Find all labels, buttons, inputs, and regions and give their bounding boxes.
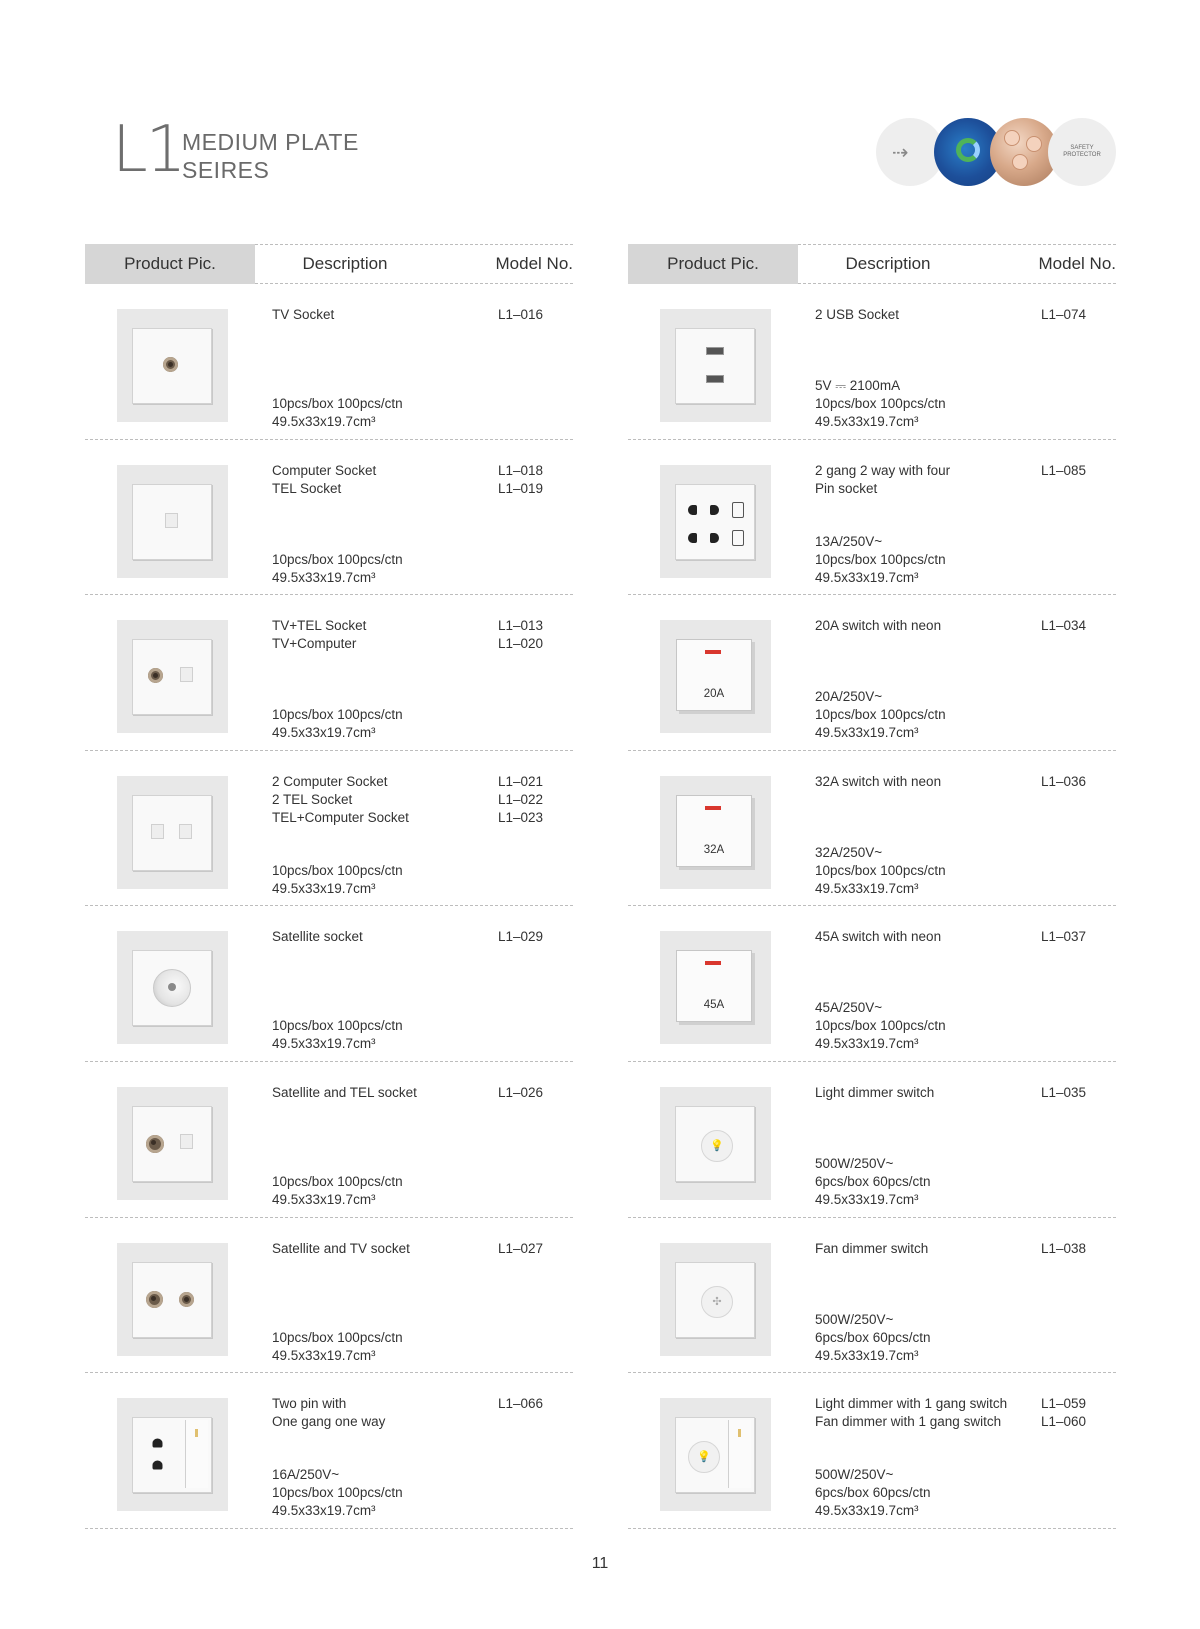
- product-image-2-computer-socket: [117, 776, 228, 889]
- wall-plate: [132, 950, 212, 1026]
- product-spec: 5V ⎓ 2100mA 10pcs/box 100pcs/ctn 49.5x33x19.7cm³: [815, 378, 946, 429]
- product-description: Two pin with One gang one way: [272, 1396, 386, 1430]
- wall-plate: [132, 795, 212, 871]
- wall-plate: [675, 1417, 755, 1493]
- rj45-port-icon: [151, 824, 164, 839]
- model-number: L1–037: [1041, 929, 1087, 945]
- header-product-pic: Product Pic.: [628, 244, 798, 284]
- page-number: 11: [591, 1555, 609, 1572]
- amp-label: 20A: [703, 688, 725, 701]
- dotted-arrow-icon: ⇢: [892, 142, 909, 164]
- product-spec: 45A/250V~ 10pcs/box 100pcs/ctn 49.5x33x19.7cm³: [815, 1000, 946, 1052]
- model-number: L1–026: [498, 1084, 544, 1100]
- face-icon: [1012, 154, 1028, 170]
- product-image-satellite-socket: [117, 931, 228, 1044]
- table-row: [85, 1218, 573, 1374]
- model-number: L1–018 L1–019: [498, 462, 544, 496]
- product-description: Satellite and TEL socket: [272, 1084, 417, 1100]
- product-description: Computer Socket TEL Socket: [272, 462, 377, 496]
- wall-plate: [675, 795, 755, 871]
- table-row: [85, 1062, 573, 1218]
- wall-plate: [132, 1106, 212, 1182]
- product-description: Satellite and TV socket: [272, 1240, 410, 1256]
- pin-hole-icon: [688, 505, 697, 515]
- neon-indicator-icon: [705, 961, 721, 965]
- header-model-no: Model No.: [495, 254, 573, 273]
- product-description: 2 Computer Socket 2 TEL Socket TEL+Computer Socket: [272, 773, 409, 825]
- model-number: L1–038: [1041, 1240, 1087, 1256]
- wall-plate: [132, 328, 212, 404]
- coax-port-icon: [148, 668, 163, 683]
- product-spec: 500W/250V~ 6pcs/box 60pcs/ctn 49.5x33x19.7cm³: [815, 1311, 931, 1363]
- model-number: L1–034: [1041, 618, 1087, 634]
- usb-port-icon: [706, 347, 724, 355]
- satellite-port-icon: [153, 969, 191, 1007]
- series-name-line2: SEIRES: [182, 157, 270, 183]
- pin-hole-icon: [710, 505, 719, 515]
- wall-plate: [675, 1106, 755, 1182]
- series-name: [182, 128, 359, 184]
- wall-plate: [675, 1262, 755, 1338]
- rocker-switch: [728, 1420, 751, 1488]
- product-spec: 10pcs/box 100pcs/ctn 49.5x33x19.7cm³: [272, 1018, 403, 1052]
- amp-label: 45A: [703, 999, 725, 1012]
- model-number: L1–036: [1041, 773, 1087, 789]
- product-description: 20A switch with neon: [815, 618, 942, 634]
- rj45-port-icon: [180, 1134, 193, 1149]
- light-bulb-icon: 💡: [701, 1130, 733, 1162]
- product-spec: 13A/250V~ 10pcs/box 100pcs/ctn 49.5x33x19.7cm³: [815, 533, 946, 585]
- product-spec: 500W/250V~ 6pcs/box 60pcs/ctn 49.5x33x19.7cm³: [815, 1155, 931, 1207]
- product-description: Fan dimmer switch: [815, 1240, 929, 1256]
- wall-plate: [132, 1417, 212, 1493]
- rocker-switch: [185, 1420, 208, 1488]
- product-spec: 10pcs/box 100pcs/ctn 49.5x33x19.7cm³: [272, 551, 403, 585]
- neon-indicator-icon: [705, 806, 721, 810]
- product-image-tv-socket: [117, 309, 228, 422]
- product-description: TV Socket: [272, 307, 335, 322]
- table-row: [85, 751, 573, 907]
- usb-port-icon: [706, 375, 724, 383]
- header-product-pic: Product Pic.: [85, 244, 255, 284]
- wall-plate: [675, 950, 755, 1026]
- safety-protector-label: SAFETY PROTECTOR: [1063, 145, 1101, 158]
- model-number: L1–029: [498, 929, 544, 945]
- table-row: [628, 595, 1116, 751]
- pin-hole-icon: [688, 533, 697, 543]
- table-header: [85, 244, 573, 284]
- product-spec: 10pcs/box 100pcs/ctn 49.5x33x19.7cm³: [272, 1173, 403, 1207]
- product-image-computer-socket: [117, 465, 228, 578]
- rocker-switch: [676, 639, 752, 711]
- pin-hole-icon: [153, 1439, 163, 1448]
- wall-plate: [675, 484, 755, 560]
- product-spec: 10pcs/box 100pcs/ctn 49.5x33x19.7cm³: [272, 862, 403, 896]
- wall-plate: [132, 639, 212, 715]
- face-icon: [1026, 136, 1042, 152]
- face-icon: [1004, 130, 1020, 146]
- table-row: [628, 1218, 1116, 1374]
- coax-port-icon: [163, 357, 178, 372]
- feature-badges: [876, 118, 1116, 188]
- coax-port-icon: [179, 1292, 194, 1307]
- product-spec: 20A/250V~ 10pcs/box 100pcs/ctn 49.5x33x19.7cm³: [815, 689, 946, 741]
- table-row: [85, 284, 573, 440]
- table-row: [628, 1062, 1116, 1218]
- product-image-light-dimmer: [660, 1087, 771, 1200]
- indicator-icon: [195, 1429, 198, 1437]
- series-code: L1: [112, 113, 185, 187]
- product-image-fan-dimmer: [660, 1243, 771, 1356]
- wall-plate: [675, 328, 755, 404]
- product-image-four-pin-socket: [660, 465, 771, 578]
- table-row: [628, 751, 1116, 907]
- product-description: Satellite socket: [272, 929, 363, 945]
- model-number: L1–016: [498, 307, 544, 322]
- product-image-tv-tel-socket: [117, 620, 228, 733]
- product-spec: 10pcs/box 100pcs/ctn 49.5x33x19.7cm³: [272, 707, 403, 741]
- product-spec: 32A/250V~ 10pcs/box 100pcs/ctn 49.5x33x19.7cm³: [815, 844, 946, 896]
- table-row: [85, 440, 573, 596]
- switch-icon: [732, 530, 744, 546]
- pin-hole-icon: [153, 1461, 163, 1470]
- wall-plate: [132, 484, 212, 560]
- product-image-satellite-tv-socket: [117, 1243, 228, 1356]
- light-bulb-icon: 💡: [688, 1441, 720, 1473]
- neon-indicator-icon: [705, 650, 721, 654]
- satellite-port-icon: [146, 1291, 163, 1308]
- table-row: [628, 1373, 1116, 1529]
- satellite-port-icon: [146, 1135, 164, 1153]
- model-number: L1–035: [1041, 1084, 1087, 1100]
- switch-icon: [732, 502, 744, 518]
- table-row: [85, 595, 573, 751]
- product-image-usb-socket: [660, 309, 771, 422]
- product-description: TV+TEL Socket TV+Computer: [272, 618, 367, 652]
- product-image-switch-32a: [660, 776, 771, 889]
- fan-icon: ✣: [701, 1286, 733, 1318]
- pin-hole-icon: [710, 533, 719, 543]
- table-row: [628, 906, 1116, 1062]
- model-number: L1–021 L1–022 L1–023: [498, 773, 544, 825]
- product-image-satellite-tel-socket: [117, 1087, 228, 1200]
- product-table-right: [628, 244, 1116, 1529]
- product-spec: 10pcs/box 100pcs/ctn 49.5x33x19.7cm³: [272, 396, 403, 429]
- product-description: Light dimmer with 1 gang switch Fan dimmer with 1 gang switch: [815, 1396, 1008, 1430]
- indicator-icon: [738, 1429, 741, 1437]
- table-row: [628, 440, 1116, 596]
- table-row: [85, 906, 573, 1062]
- model-number: L1–066: [498, 1396, 544, 1412]
- product-spec: 16A/250V~ 10pcs/box 100pcs/ctn 49.5x33x19.7cm³: [272, 1467, 403, 1519]
- product-image-switch-20a: [660, 620, 771, 733]
- amp-label: 32A: [703, 843, 725, 856]
- product-description: 32A switch with neon: [815, 773, 942, 789]
- table-header: [628, 244, 1116, 284]
- rj45-port-icon: [180, 667, 193, 682]
- header-model-no: Model No.: [1038, 254, 1116, 273]
- model-number: L1–074: [1041, 307, 1087, 322]
- header-description: Description: [302, 254, 388, 273]
- model-number: L1–027: [498, 1240, 544, 1256]
- product-description: 2 gang 2 way with four Pin socket: [815, 462, 951, 496]
- series-name-line1: MEDIUM PLATE: [182, 129, 359, 155]
- rj45-port-icon: [165, 513, 178, 528]
- header-description: Description: [845, 254, 931, 273]
- model-number: L1–013 L1–020: [498, 618, 544, 652]
- product-description: 45A switch with neon: [815, 929, 942, 945]
- product-image-switch-45a: [660, 931, 771, 1044]
- rj45-port-icon: [179, 824, 192, 839]
- model-number: L1–059 L1–060: [1041, 1396, 1087, 1430]
- wall-plate: [675, 639, 755, 715]
- product-image-dimmer-with-switch: [660, 1398, 771, 1511]
- rocker-switch: [676, 795, 752, 867]
- wall-plate: [132, 1262, 212, 1338]
- model-number: L1–085: [1041, 462, 1087, 478]
- product-description: Light dimmer switch: [815, 1084, 935, 1100]
- table-row: [628, 284, 1116, 440]
- product-image-two-pin-switch: [117, 1398, 228, 1511]
- rocker-switch: [676, 950, 752, 1022]
- product-table-left: [85, 244, 573, 1529]
- table-row: [85, 1373, 573, 1529]
- product-spec: 500W/250V~ 6pcs/box 60pcs/ctn 49.5x33x19.7cm³: [815, 1467, 931, 1519]
- product-spec: 10pcs/box 100pcs/ctn 49.5x33x19.7cm³: [272, 1329, 403, 1363]
- product-description: 2 USB Socket: [815, 307, 900, 322]
- ring-logo-icon: [956, 138, 980, 162]
